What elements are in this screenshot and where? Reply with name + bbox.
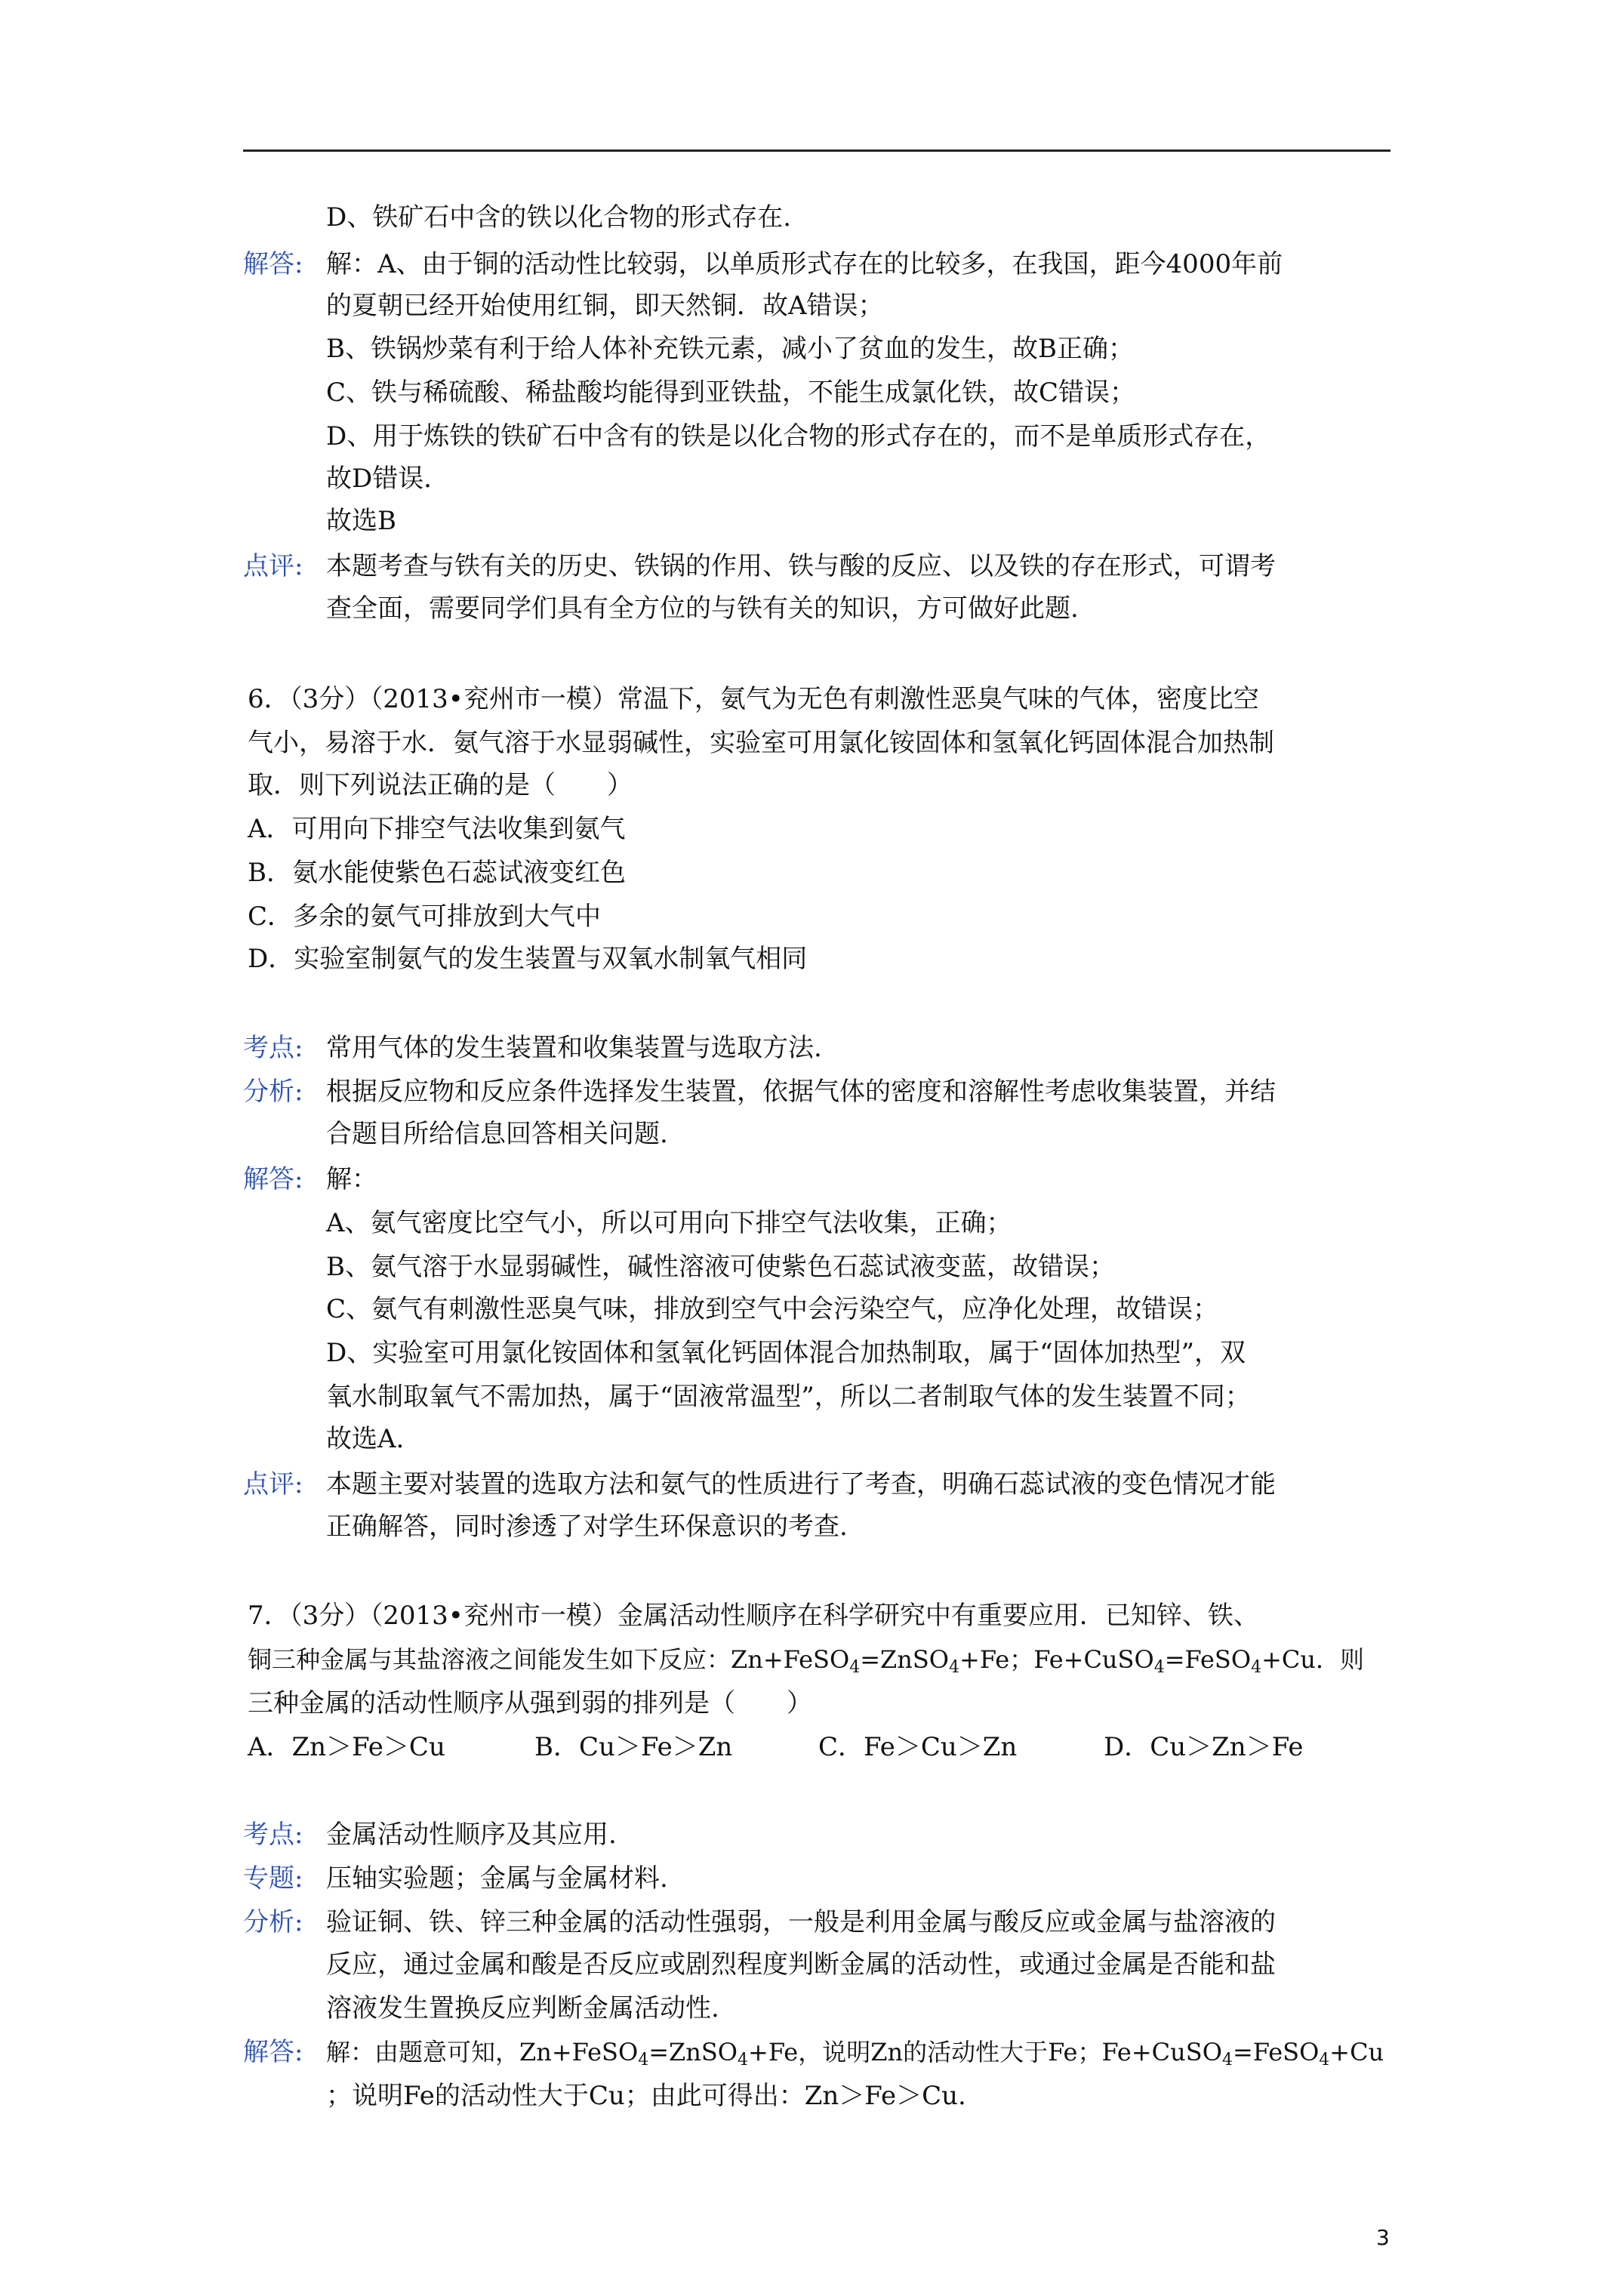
q7-zhuanti: 压轴实验题；金属与金属材料. [326,1863,668,1894]
q7-answer-line: ；说明Fe的活动性大于Cu；由此可得出：Zn＞Fe＞Cu. [326,2081,966,2111]
q5-answer-line: B、铁锅炒菜有利于给人体补充铁元素，减小了贫血的发生，故B正确； [326,334,1134,364]
q6-option-c: C．多余的氨气可排放到大气中 [248,901,602,932]
q7-answer-line: 解：由题意可知，Zn+FeSO$_4$=ZnSO$_4$+Fe，说明Zn的活动性大于Fe；Fe+CuSO$_4$=FeSO$_4$+Cu [326,2038,1384,2069]
q6-answer-line: 解： [326,1164,377,1194]
q6-answer-line: A、氨气密度比空气小，所以可用向下排空气法收集，正确； [326,1208,1012,1238]
q6-comment-line: 本题主要对装置的选取方法和氨气的性质进行了考查，明确石蕊试液的变色情况才能 [326,1469,1276,1499]
q5-answer-line: 解：A、由于铜的活动性比较弱，以单质形式存在的比较多，在我国，距今4000年前 [326,249,1283,279]
q7-stem-line: 三种金属的活动性顺序从强到弱的排列是（ ） [248,1688,812,1718]
q7-stem-line: 7．（3分）（2013•兖州市一模）金属活动性顺序在科学研究中有重要应用．已知锌、铁、 [248,1601,1259,1631]
q7-fenxi-line: 验证铜、铁、锌三种金属的活动性强弱，一般是利用金属与酸反应或金属与盐溶液的 [326,1907,1276,1937]
q7-fenxi-label: 分析: [243,1907,303,1937]
q6-answer-line: 氧水制取氧气不需加热，属于“固液常温型”，所以二者制取气体的发生装置不同； [326,1382,1251,1412]
q7-stem-line: 铜三种金属与其盐溶液之间能发生如下反应：Zn+FeSO$_4$=ZnSO$_4$+Fe；Fe+CuSO$_4$=FeSO$_4$+Cu．则 [248,1645,1364,1677]
q6-option-b: B．氨水能使紫色石蕊试液变红色 [248,858,626,888]
q7-answer-label: 解答: [243,2037,303,2067]
q7-option-b: B．Cu＞Fe＞Zn [534,1732,733,1762]
q6-answer-line: D、实验室可用氯化铵固体和氢氧化钙固体混合加热制取，属于“固体加热型”，双 [326,1338,1246,1368]
q6-fenxi-line: 根据反应物和反应条件选择发生装置，依据气体的密度和溶解性考虑收集装置，并结 [326,1077,1276,1107]
q5-answer-line: 故D错误． [326,464,450,494]
q6-comment-label: 点评: [243,1469,303,1499]
q5-comment-line: 本题考查与铁有关的历史、铁锅的作用、铁与酸的反应、以及铁的存在形式，可谓考 [326,551,1276,581]
q7-option-d: D．Cu＞Zn＞Fe [1104,1732,1304,1762]
q7-fenxi-line: 反应，通过金属和酸是否反应或剧烈程度判断金属的活动性，或通过金属是否能和盐 [326,1949,1276,1980]
q6-answer-line: 故选A. [326,1424,405,1454]
q5-option-d: D、铁矿石中含的铁以化合物的形式存在. [326,202,792,233]
q5-comment-line: 查全面，需要同学们具有全方位的与铁有关的知识，方可做好此题. [326,593,1079,624]
q7-option-c: C．Fe＞Cu＞Zn [818,1732,1018,1762]
q7-kaodian: 金属活动性顺序及其应用. [326,1820,617,1850]
q6-fenxi-label: 分析: [243,1077,303,1107]
header-rule [243,149,1390,152]
q6-fenxi-line: 合题目所给信息回答相关问题. [326,1119,668,1149]
q6-answer-line: B、氨气溶于水显弱碱性，碱性溶液可使紫色石蕊试液变蓝，故错误； [326,1252,1115,1282]
q7-fenxi-line: 溶液发生置换反应判断金属活动性. [326,1993,719,2023]
q5-comment-label: 点评: [243,551,303,581]
q6-kaodian: 常用气体的发生装置和收集装置与选取方法. [326,1033,822,1063]
q6-stem-line: 6．（3分）（2013•兖州市一模）常温下，氨气为无色有刺激性恶臭气味的气体，密度比空 [248,684,1259,714]
q7-kaodian-label: 考点: [243,1820,303,1850]
q7-zhuanti-label: 专题: [243,1863,303,1894]
q6-answer-line: C、氨气有刺激性恶臭气味，排放到空气中会污染空气，应净化处理，故错误； [326,1294,1219,1324]
q6-option-a: A．可用向下排空气法收集到氨气 [248,814,626,844]
q5-answer-line: D、用于炼铁的铁矿石中含有的铁是以化合物的形式存在的，而不是单质形式存在， [326,421,1271,451]
q6-option-d: D．实验室制氨气的发生装置与双氧水制氧气相同 [248,944,808,974]
q5-answer-line: 故选B [326,506,396,536]
q7-option-a: A．Zn＞Fe＞Cu [248,1732,445,1762]
q6-stem-line: 气小，易溶于水．氨气溶于水显弱碱性，实验室可用氯化铵固体和氢氧化钙固体混合加热制 [248,728,1274,758]
q6-answer-label: 解答: [243,1164,303,1194]
q5-answer-label: 解答: [243,249,303,279]
q6-comment-line: 正确解答，同时渗透了对学生环保意识的考查. [326,1512,848,1542]
q6-kaodian-label: 考点: [243,1033,303,1063]
q6-stem-line: 取．则下列说法正确的是（ ） [248,770,633,800]
page-number: 3 [1376,2225,1390,2250]
q5-answer-line: 的夏朝已经开始使用红铜，即天然铜．故A错误； [326,291,884,321]
q5-answer-line: C、铁与稀硫酸、稀盐酸均能得到亚铁盐，不能生成氯化铁，故C错误； [326,378,1136,408]
